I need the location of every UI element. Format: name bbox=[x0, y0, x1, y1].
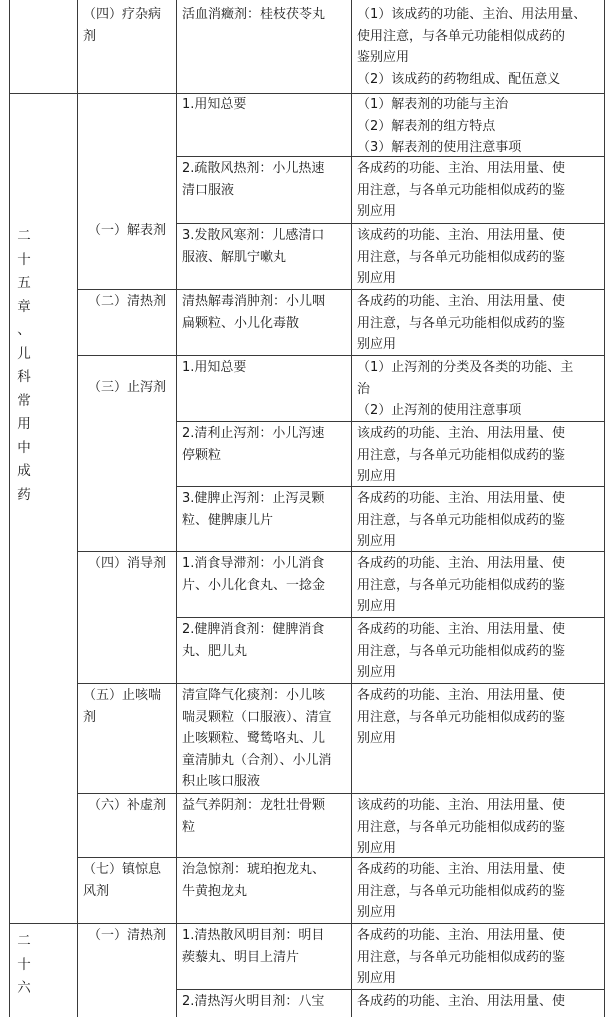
requirement-cell: （1）该成药的功能、主治、用法用量、 使用注意，与各单元功能相似成药的 鉴别应用 （2）该成药的药物组成、配伍意义 bbox=[357, 7, 587, 87]
item-cell: 2.健脾消食剂：健脾消食 丸、肥儿丸 bbox=[182, 622, 325, 659]
column-divider-2 bbox=[176, 0, 177, 1017]
item-cell: 2.疏散风热剂：小儿热速 清口服液 bbox=[182, 161, 325, 198]
item-cell: 益气养阴剂：龙牡壮骨颗 粒 bbox=[182, 798, 326, 835]
requirement-cell: 各成药的功能、主治、用法用量、使 bbox=[357, 994, 566, 1009]
requirement-cell: 该成药的功能、主治、用法用量、使 用注意，与各单元功能相似成药的鉴 别应用 bbox=[357, 798, 566, 856]
column-divider-1 bbox=[77, 0, 78, 1017]
requirement-cell: 各成药的功能、主治、用法用量、使 用注意，与各单元功能相似成药的鉴 别应用 bbox=[357, 862, 566, 920]
section-cell: （五）止咳喘 剂 bbox=[83, 688, 162, 725]
section-cell: （四）疗杂病 剂 bbox=[83, 7, 162, 44]
item-cell: 清热解毒消肿剂：小儿咽 扁颗粒、小儿化毒散 bbox=[182, 294, 326, 331]
table-border-left bbox=[9, 0, 10, 1017]
item-cell: 清宣降气化痰剂：小儿咳 喘灵颗粒（口服液）、清宣 止咳颗粒、鹭鸶咯丸、儿 童清肺丸（合剂）、小儿消 积止咳口服液 bbox=[182, 688, 332, 789]
section-cell: （二）清热剂 bbox=[87, 294, 166, 309]
requirement-cell: 该成药的功能、主治、用法用量、使 用注意，与各单元功能相似成药的鉴 别应用 bbox=[357, 228, 566, 286]
item-cell: 1.用知总要 bbox=[182, 97, 247, 112]
requirement-cell: 各成药的功能、主治、用法用量、使 用注意，与各单元功能相似成药的鉴 别应用 bbox=[357, 491, 566, 549]
row-divider bbox=[77, 793, 605, 794]
section-cell: （六）补虚剂 bbox=[87, 798, 166, 813]
table-border-right bbox=[604, 0, 605, 1017]
item-cell: 1.清热散风明目剂：明目 蒺藜丸、明目上清片 bbox=[182, 928, 325, 965]
section-cell: （四）消导剂 bbox=[87, 556, 166, 571]
requirement-cell: 各成药的功能、主治、用法用量、使 用注意，与各单元功能相似成药的鉴 别应用 bbox=[357, 928, 566, 986]
item-cell: 1.用知总要 bbox=[182, 360, 247, 375]
requirement-cell: 各成药的功能、主治、用法用量、使 用注意，与各单元功能相似成药的鉴 别应用 bbox=[357, 161, 566, 219]
requirement-cell: 各成药的功能、主治、用法用量、使 用注意，与各单元功能相似成药的鉴 别应用 bbox=[357, 688, 566, 746]
section-cell: （三）止泻剂 bbox=[87, 380, 166, 395]
requirement-cell: 各成药的功能、主治、用法用量、使 用注意，与各单元功能相似成药的鉴 别应用 bbox=[357, 294, 566, 352]
chapter-26-label: 二 十 六 bbox=[17, 933, 31, 996]
chapter-25-label: 二 十 五 章 、 儿 科 常 用 中 成 药 bbox=[17, 228, 31, 503]
requirement-cell: （1）止泻剂的分类及各类的功能、主 治 （2）止泻剂的使用注意事项 bbox=[357, 360, 574, 418]
requirement-cell: 各成药的功能、主治、用法用量、使 用注意，与各单元功能相似成药的鉴 别应用 bbox=[357, 622, 566, 680]
item-cell: 2.清利止泻剂：小儿泻速 停颗粒 bbox=[182, 426, 325, 463]
item-cell: 活血消癥剂：桂枝茯苓丸 bbox=[182, 7, 326, 22]
section-cell: （一）清热剂 bbox=[87, 928, 166, 943]
section-cell: （一）解表剂 bbox=[87, 223, 166, 238]
row-divider bbox=[176, 223, 605, 224]
requirement-cell: （1）解表剂的功能与主治 （2）解表剂的组方特点 （3）解表剂的使用注意事项 bbox=[357, 97, 522, 155]
column-divider-3 bbox=[351, 0, 352, 1017]
requirement-cell: 各成药的功能、主治、用法用量、使 用注意，与各单元功能相似成药的鉴 别应用 bbox=[357, 556, 566, 614]
item-cell: 3.健脾止泻剂：止泻灵颗 粒、健脾康儿片 bbox=[182, 491, 325, 528]
requirement-cell: 该成药的功能、主治、用法用量、使 用注意，与各单元功能相似成药的鉴 别应用 bbox=[357, 426, 566, 484]
section-cell: （七）镇惊息 风剂 bbox=[83, 862, 162, 899]
item-cell: 治急惊剂：琥珀抱龙丸、 牛黄抱龙丸 bbox=[182, 862, 326, 899]
item-cell: 1.消食导滞剂：小儿消食 片、小儿化食丸、一捻金 bbox=[182, 556, 326, 593]
item-cell: 3.发散风寒剂：儿感清口 服液、解肌宁嗽丸 bbox=[182, 228, 325, 265]
item-cell: 2.清热泻火明目剂：八宝 bbox=[182, 994, 325, 1009]
